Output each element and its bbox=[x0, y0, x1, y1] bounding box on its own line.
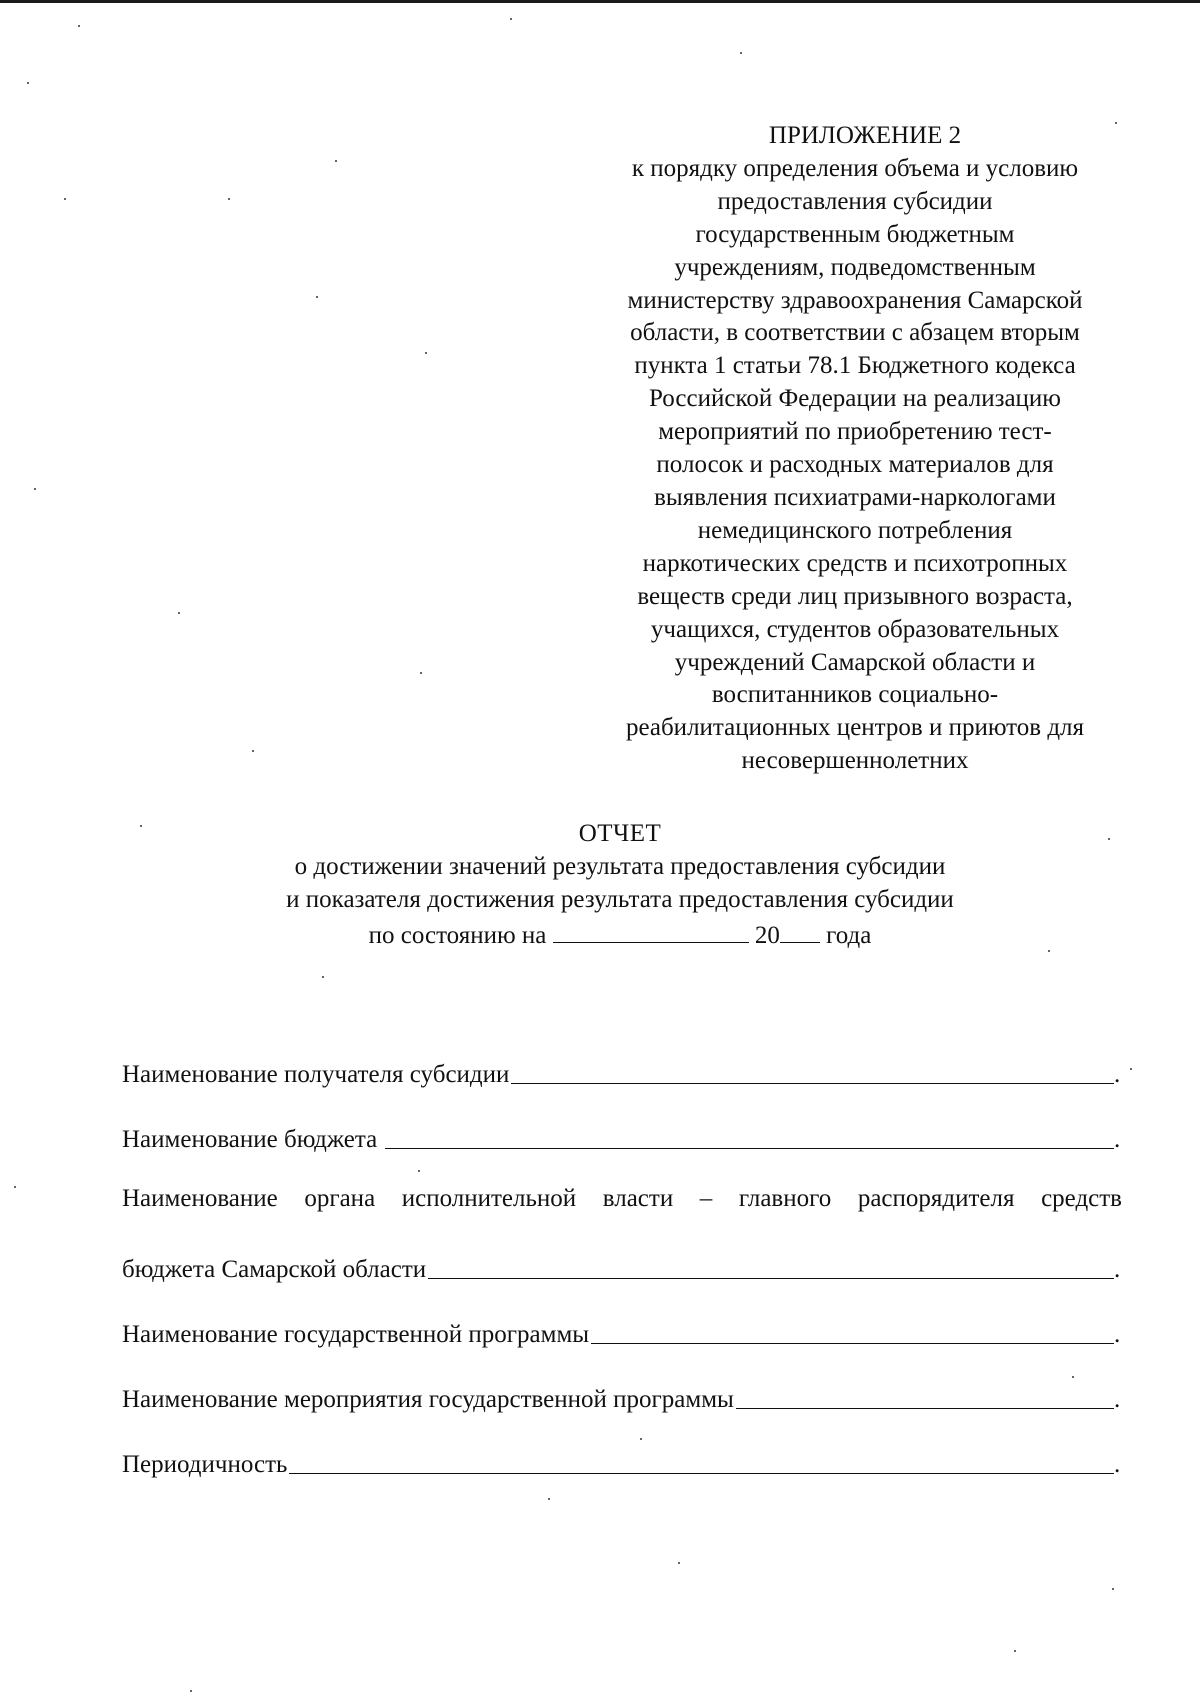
end-mark: . bbox=[1114, 1321, 1121, 1348]
annex-line: полосок и расходных материалов для bbox=[656, 451, 1054, 479]
form-row-budget bbox=[122, 1120, 1122, 1154]
scan-speck bbox=[740, 52, 742, 54]
end-mark: . bbox=[1114, 1256, 1121, 1283]
program-field[interactable] bbox=[591, 1317, 1114, 1344]
form-row-periodicity bbox=[122, 1445, 1122, 1479]
budget-field[interactable] bbox=[385, 1122, 1114, 1149]
annex-line: учреждениям, подведомственным bbox=[674, 253, 1036, 281]
report-year-blank[interactable] bbox=[780, 916, 820, 943]
annex-line: воспитанников социально- bbox=[711, 681, 999, 709]
scan-speck bbox=[34, 488, 36, 490]
end-mark: . bbox=[1114, 1386, 1121, 1413]
scan-speck bbox=[1112, 1588, 1114, 1590]
end-mark: . bbox=[1114, 1126, 1121, 1153]
annex-line: учащихся, студентов образовательных bbox=[650, 615, 1060, 643]
report-heading bbox=[150, 817, 1090, 952]
annex-line: немедицинского потребления bbox=[697, 516, 1013, 544]
scan-speck bbox=[27, 82, 29, 84]
scan-speck bbox=[678, 1562, 680, 1564]
periodicity-field[interactable] bbox=[289, 1447, 1114, 1474]
end-mark: . bbox=[1114, 1061, 1121, 1088]
scan-speck bbox=[316, 296, 318, 298]
annex-line: наркотических средств и психотропных bbox=[642, 549, 1068, 577]
activity-field[interactable] bbox=[736, 1382, 1114, 1409]
report-subtitle-line: о достижении значений результата предоставления субсидии bbox=[294, 853, 946, 880]
scan-speck bbox=[420, 672, 422, 674]
annex-title: ПРИЛОЖЕНИЕ 2 bbox=[768, 122, 962, 149]
budget-label: Наименование бюджета bbox=[122, 1126, 378, 1153]
form-row-program bbox=[122, 1315, 1122, 1349]
form-row-recipient bbox=[122, 1055, 1122, 1089]
scan-speck bbox=[335, 160, 337, 162]
annex-line: области, в соответствии с абзацем вторым bbox=[630, 319, 1080, 347]
authority-label-line2: бюджета Самарской области bbox=[122, 1256, 427, 1283]
scan-speck bbox=[178, 612, 180, 614]
annex-line: веществ среди лиц призывного возраста, bbox=[637, 582, 1073, 610]
program-label: Наименование государственной программы bbox=[122, 1321, 590, 1348]
scan-speck bbox=[1130, 1068, 1132, 1070]
report-year-prefix: 20 bbox=[754, 922, 780, 949]
annex-line: мероприятий по приобретению тест- bbox=[658, 418, 1052, 446]
scan-speck bbox=[78, 25, 80, 27]
scan-speck bbox=[1108, 838, 1110, 840]
scan-speck bbox=[640, 1438, 642, 1440]
annex-line: к порядку определения объема и условию bbox=[631, 154, 1079, 182]
top-scan-border bbox=[0, 0, 1200, 3]
annex-line: учреждений Самарской области и bbox=[674, 648, 1036, 676]
scan-speck bbox=[1072, 1376, 1074, 1378]
scan-speck bbox=[64, 198, 66, 200]
recipient-field[interactable] bbox=[511, 1057, 1114, 1084]
scan-speck bbox=[510, 18, 512, 20]
scan-speck bbox=[190, 1690, 192, 1692]
recipient-label: Наименование получателя субсидии bbox=[122, 1061, 510, 1088]
annex-line: выявления психиатрами-наркологами bbox=[654, 483, 1056, 511]
form-row-authority bbox=[122, 1250, 1122, 1284]
report-form bbox=[122, 1055, 1122, 1479]
annex-line: государственным бюджетным bbox=[695, 220, 1015, 248]
authority-field[interactable] bbox=[428, 1252, 1114, 1279]
scan-speck bbox=[1115, 122, 1117, 124]
scan-speck bbox=[425, 352, 427, 354]
scan-speck bbox=[1048, 950, 1050, 952]
annex-line: Российской Федерации на реализацию bbox=[649, 385, 1061, 413]
periodicity-label: Периодичность bbox=[122, 1451, 288, 1478]
end-mark: . bbox=[1114, 1451, 1121, 1478]
scan-speck bbox=[228, 198, 230, 200]
scan-speck bbox=[1014, 1650, 1016, 1652]
scan-speck bbox=[548, 1498, 550, 1500]
annex-block bbox=[590, 120, 1120, 778]
annex-line: пункта 1 статьи 78.1 Бюджетного кодекса bbox=[634, 352, 1076, 380]
annex-line: министерству здравоохранения Самарской bbox=[627, 286, 1083, 314]
scan-speck bbox=[14, 1186, 16, 1188]
scan-speck bbox=[140, 825, 142, 827]
annex-line: реабилитационных центров и приютов для bbox=[625, 714, 1085, 742]
annex-line: предоставления субсидии bbox=[717, 187, 993, 215]
report-subtitle-line: и показателя достижения результата предоставления субсидии bbox=[286, 886, 954, 913]
report-title: ОТЧЕТ bbox=[578, 820, 662, 847]
authority-label-line1: Наименование органа исполнительной власти – главного распорядителя средств bbox=[122, 1185, 1122, 1212]
scan-speck bbox=[252, 750, 254, 752]
report-date-blank[interactable] bbox=[553, 916, 749, 943]
report-year-suffix: года bbox=[826, 922, 872, 949]
annex-line: несовершеннолетних bbox=[741, 747, 969, 775]
scan-speck bbox=[418, 1170, 420, 1172]
scan-speck bbox=[322, 976, 324, 978]
activity-label: Наименование мероприятия государственной программы bbox=[122, 1386, 734, 1413]
form-row-activity bbox=[122, 1380, 1122, 1414]
report-date-line bbox=[150, 916, 1090, 952]
report-date-prefix: по состоянию на bbox=[368, 922, 547, 949]
